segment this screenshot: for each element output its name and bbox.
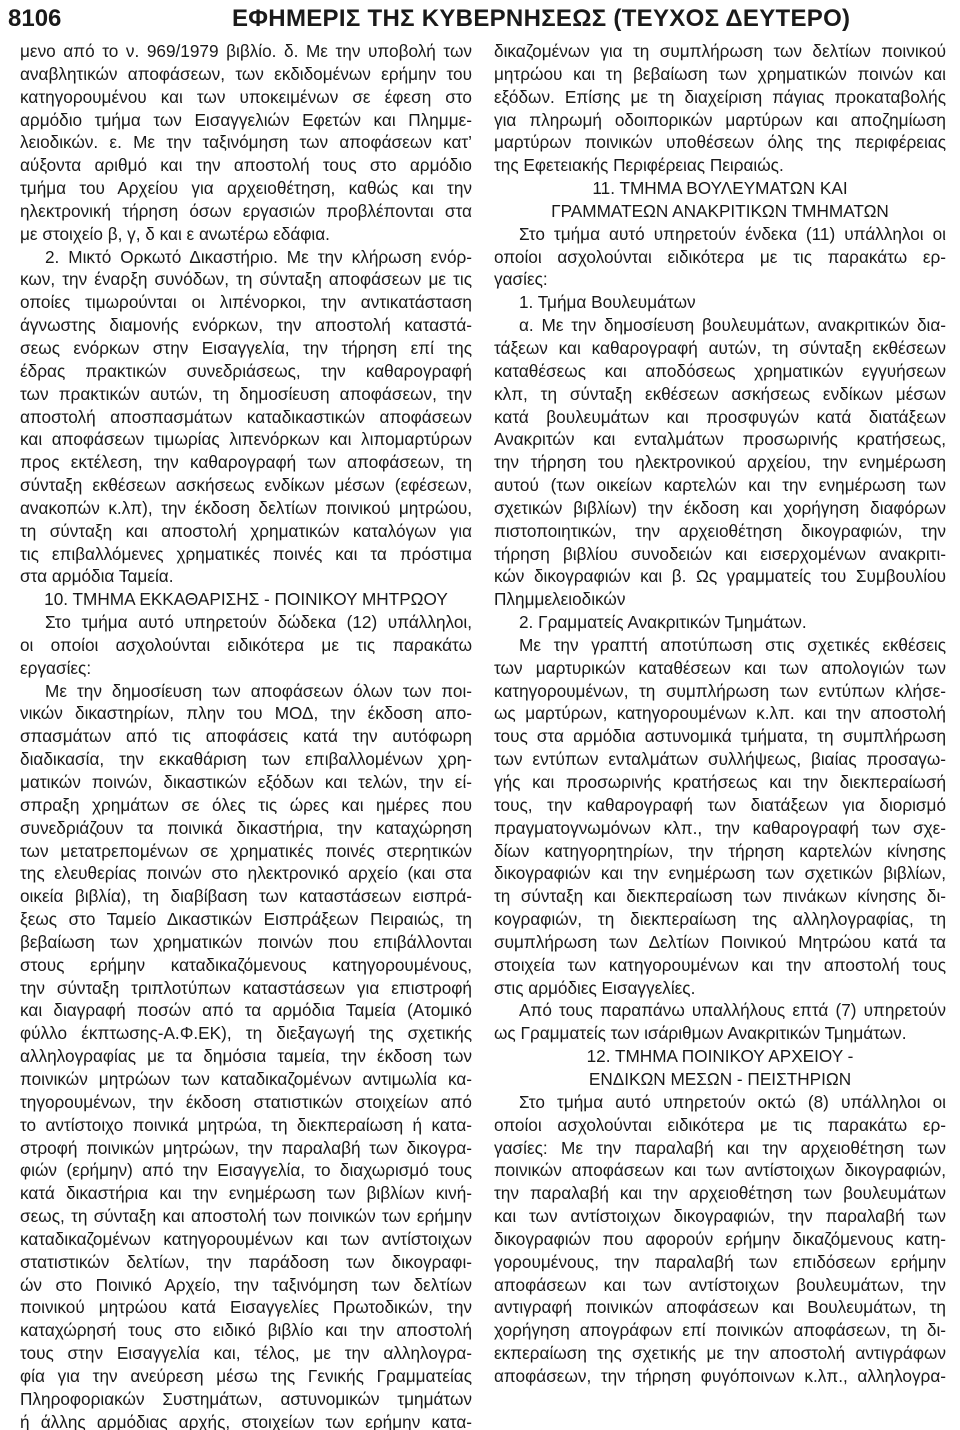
text-line: και διαγραφή ποσών από τα αρμόδια Ταμεία (Ατομικό bbox=[20, 1000, 472, 1021]
text-line: φία για την ανεύρεση μέσω της Γενικής Γραμματείας bbox=[20, 1365, 472, 1386]
text-line: κατηγορουμένων, τη συμπλήρωση των εντύπων κλήσε- bbox=[494, 680, 946, 701]
text-line: οικεία βιβλία), τη διαβίβαση των καταστάσεων εισπρά- bbox=[20, 886, 472, 907]
text-line: καταθέσεως και αποδόσεως χρηματικών εγγυήσεων bbox=[494, 360, 946, 381]
text-line: άγνωστης διαμονής ενόρκων, την αποστολή καταστά- bbox=[20, 315, 472, 336]
text-line: την παραλαβή και την αρχειοθέτηση των βουλευμάτων bbox=[494, 1183, 946, 1204]
text-line: αυτού (των οικείων καρτελών και την ενημέρωση των bbox=[494, 475, 946, 496]
text-line: έδρας πρακτικών συνεδριάσεως, την καθαρογραφή bbox=[20, 360, 472, 381]
paragraph-line: Στο τμήμα αυτό υπηρετούν δώδεκα (12) υπάλληλοι, bbox=[45, 612, 472, 633]
text-line: το αντίστοιχο ποινικά μητρώα, τη διεκπεραίωση ή κατα- bbox=[20, 1114, 472, 1135]
text-line: γής και προσωρινής κρατήσεως και την διεκπεραίωσή bbox=[494, 772, 946, 792]
text-line: κών δικογραφιών και β. Ως γραμματείς του Συμβουλίου bbox=[494, 566, 946, 587]
text-line: στα αρμόδια Ταμεία. bbox=[20, 566, 174, 587]
text-line: κατά δικαστήρια και την ενημέρωση των βιβλίων κινή- bbox=[20, 1183, 472, 1204]
text-line: των μετατρεπομένων σε χρηματικές ποινές στερητικών bbox=[20, 840, 472, 861]
text-line: φιών (ερήμην) από την Εισαγγελία, το διαχωρισμό τους bbox=[20, 1160, 472, 1181]
subsection-heading: 2. Γραμματείς Ανακριτικών Τμημάτων. bbox=[519, 612, 807, 633]
text-line: οποίοι ασχολούνται ειδικότερα με τις παρακάτω ερ- bbox=[494, 246, 946, 267]
text-line: τη σύνταξη και διεκπεραίωση των πινάκων κίνησης δι- bbox=[494, 886, 946, 907]
left-column bbox=[20, 40, 472, 1430]
text-line: της Εφετειακής Περιφέρειας Πειραιώς. bbox=[494, 155, 784, 176]
text-line: δικογραφιών που αφορούν ερήμην δικαζόμενους κατη- bbox=[494, 1228, 946, 1249]
paragraph-line: Με την δημοσίευση των αποφάσεων όλων των ποι- bbox=[45, 680, 472, 701]
section-heading: 10. ΤΜΗΜΑ ΕΚΚΑΘΑΡΙΣΗΣ - ΠΟΙΝΙΚΟΥ ΜΗΤΡΩΟΥ bbox=[44, 589, 448, 610]
text-line: οι οποίοι ασχολούνται ειδικότερα με τις παρακάτω bbox=[20, 634, 472, 655]
text-line: νικών δικαστηρίων, πλην του ΜΟΔ, την έκδοση απο- bbox=[20, 703, 472, 724]
text-line: αποστολή αποσπασμάτων καταδικαστικών αποφάσεων bbox=[20, 406, 472, 427]
text-line: των εντύπων ενταλμάτων συλλήψεως, βιαίας προσαγω- bbox=[494, 749, 946, 770]
text-line: στροφή ποινικών μητρώων, την παραλαβή των δικογρα- bbox=[20, 1137, 472, 1158]
text-line: αλληλογραφίας με τα δημόσια ταμεία, την έκδοση των bbox=[20, 1046, 472, 1067]
text-line: ξεως στο Ταμείο Δικαστικών Εισπράξεων Πειραιώς, τη bbox=[20, 909, 472, 930]
text-line: δικογραφιών και την ενημέρωση των σχετικών βιβλίων, bbox=[494, 863, 946, 884]
text-line: στους ερήμην καταδικαζόμενους κατηγορουμένους, bbox=[20, 954, 472, 975]
text-line: τους στα αρμόδια αστυνομικά τμήματα, τη συμπλήρωση bbox=[494, 726, 946, 747]
text-line: αναβλητικών αποφάσεων, των εκδιδομένων ερήμην του bbox=[20, 63, 472, 84]
text-line: κογραφιών, τη διεκπεραίωση της αλληλογραφίας, τη bbox=[494, 909, 946, 930]
paragraph-line: Στο τμήμα αυτό υπηρετούν οκτώ (8) υπάλληλοι οι bbox=[519, 1091, 946, 1112]
text-line: των μαρτυρικών καταθέσεων και των απολογιών των bbox=[494, 657, 946, 678]
text-line: εργασίες: bbox=[20, 657, 92, 678]
text-line: συνεδριάζουν τα ποινικά δικαστήρια, την καταχώρηση bbox=[20, 817, 472, 838]
text-line: δίων κατηγορητηρίων, την τήρηση καρτελών κίνησης bbox=[494, 840, 946, 861]
text-line: χορήγηση απογράφων επί ποινικών αποφάσεων, τη δι- bbox=[494, 1320, 946, 1341]
paragraph-line: Στο τμήμα αυτό υπηρετούν ένδεκα (11) υπάλληλοι οι bbox=[519, 223, 946, 244]
paragraph-line: Από τους παραπάνω υπαλλήλους επτά (7) υπηρετούν bbox=[519, 1000, 946, 1021]
text-line: ηλεκτρονική τήρηση όσων εργασιών προβλέπονται στα bbox=[20, 200, 472, 221]
text-line: ποινικών αποφάσεων και των αντίστοιχων δικογραφιών, bbox=[494, 1160, 946, 1181]
text-line: αρμόδιο τμήμα των Εισαγγελιών Εφετών και Πλημμε- bbox=[20, 109, 472, 130]
subsection-heading: 1. Τμήμα Βουλευμάτων bbox=[519, 292, 696, 313]
text-line: μενο από το ν. 969/1979 βιβλίο. δ. Με την υποβολή των bbox=[20, 41, 472, 61]
section-heading: 12. ΤΜΗΜΑ ΠΟΙΝΙΚΟΥ ΑΡΧΕΙΟΥ - bbox=[586, 1046, 854, 1067]
text-line: για πληρωμή οδοιπορικών μαρτύρων και αποζημίωση bbox=[494, 109, 946, 130]
text-line: φύλλο έκπτωσης-Α.Φ.ΕΚ), τη διεξαγωγή της σχετικής bbox=[20, 1023, 472, 1044]
text-line: βεβαίωση των χρηματικών ποινών που επιβάλλονται bbox=[20, 931, 472, 952]
text-line: εξόδων. Επίσης με τη διαχείριση πάγιας προκαταβολής bbox=[494, 86, 946, 107]
text-line: ανακοπών κ.λπ), την έκδοση δελτίων ποινικού μητρώου, bbox=[20, 497, 472, 518]
text-line: γορουμένους, την παραλαβή των επιδόσεων ερήμην bbox=[494, 1251, 946, 1272]
text-line: μητρώου και τη βεβαίωση των χρηματικών ποινών και bbox=[494, 63, 946, 84]
text-line: πραγματογνωμόνων κλπ., την καθαρογραφή των σχε- bbox=[494, 817, 946, 838]
text-line: σπραξη χρημάτων σε όλες τις ώρες και ημέρες που bbox=[20, 794, 472, 815]
text-line: αποφάσεων, την τήρηση φυγόποινων κ.λπ., αλληλογρα- bbox=[494, 1365, 946, 1386]
text-line: τηγορουμένων, την έκδοση στατιστικών στοιχείων από bbox=[20, 1091, 472, 1112]
text-line: με στοιχείο β, γ, δ και ε ανωτέρω εδάφια. bbox=[20, 223, 330, 244]
text-line: οποίες τιμωρούνται οι λιπένορκοι, την αντικατάσταση bbox=[20, 292, 472, 313]
paragraph-line: 2. Μικτό Ορκωτό Δικαστήριο. Με την κλήρωση ενόρ- bbox=[45, 246, 472, 267]
text-line: ή άλλης αρμόδιας αρχής, στοιχείων των ερήμην κατα- bbox=[20, 1411, 472, 1430]
text-line: τμήμα του Αρχείου για αρχειοθέτηση, καθώς και την bbox=[20, 178, 472, 199]
text-line: τους στην Εισαγγελία και, τέλος, με την αλληλογρα- bbox=[20, 1343, 472, 1364]
text-line: στοιχεία των κατηγορουμένων και την αποστολή τους bbox=[494, 954, 946, 975]
section-heading: ΕΝΔΙΚΩΝ ΜΕΣΩΝ - ΠΕΙΣΤΗΡΙΩΝ bbox=[588, 1068, 852, 1089]
text-line: την τήρηση του ηλεκτρονικού αρχείου, την ενημέρωση bbox=[494, 452, 946, 473]
section-heading: ΓΡΑΜΜΑΤΕΩΝ ΑΝΑΚΡΙΤΙΚΩΝ ΤΜΗΜΑΤΩΝ bbox=[551, 200, 889, 221]
text-line: σεως ενόρκων στην Εισαγγελία, την τήρηση επί της bbox=[20, 337, 472, 358]
right-column bbox=[494, 40, 946, 1430]
text-line: στις αρμόδιες Εισαγγελίες. bbox=[494, 977, 696, 998]
journal-title: ΕΦΗΜΕΡΙΣ ΤΗΣ ΚΥΒΕΡΝΗΣΕΩΣ (ΤΕΥΧΟΣ ΔΕΥΤΕΡΟ) bbox=[232, 5, 851, 32]
text-line: Πλημμελειοδικών bbox=[494, 589, 626, 610]
paragraph-line: Με την γραπτή αποτύπωση στις σχετικές εκθέσεις bbox=[519, 634, 946, 655]
text-line: και αποφάσεων τιμωρίας λιπενόρκων και λιπομαρτύρων bbox=[20, 429, 472, 450]
text-line: ως μαρτύρων, κατηγορουμένων κ.λπ. και την αποστολή bbox=[494, 703, 946, 724]
text-line: γασίες: Με την παραλαβή και την αρχειοθέτηση των bbox=[494, 1137, 946, 1158]
text-line: Πληροφοριακών Συστημάτων, αστυνομικών τμημάτων bbox=[20, 1388, 472, 1409]
text-line: των πρακτικών αυτών, τη δημοσίευση αποφάσεων, την bbox=[20, 383, 472, 404]
text-line: και των αντίστοιχων δικογραφιών, την παραλαβή των bbox=[494, 1206, 946, 1227]
text-line: σχετικών βιβλίων) την έκδοση και χορήγηση διαφόρων bbox=[494, 497, 946, 518]
text-line: ποινικών μητρώων των καταδικαζομένων αντιμωλία κα- bbox=[20, 1068, 472, 1089]
text-line: τη σύνταξη και αποστολή χρηματικών καταλόγων για bbox=[20, 520, 472, 541]
text-line: καταδικαζομένων κατηγορουμένων και των αντίστοιχων bbox=[20, 1228, 472, 1249]
text-line: καταχώρησή τους στο ειδικό βιβλίο και την αποστολή bbox=[20, 1320, 472, 1341]
text-line: μαρτύρων ποινικών υποθέσεων όλης της περιφέρειας bbox=[494, 132, 946, 153]
section-heading: 11. ΤΜΗΜΑ ΒΟΥΛΕΥΜΑΤΩΝ ΚΑΙ bbox=[592, 178, 848, 199]
text-line: τάξεων και καθαρογραφή αυτών, τη σύνταξη εκθέσεων bbox=[494, 337, 946, 358]
text-line: σεως, τη σύνταξη και αποστολή των ποινικών των ερήμην bbox=[20, 1206, 472, 1227]
text-line: εκπεραίωση της σχετικής με την αποστολή αντιγράφων bbox=[494, 1343, 946, 1364]
text-line: την σύνταξη τριπλοτύπων καταστάσεων για επιστροφή bbox=[20, 977, 472, 998]
paragraph-line: α. Με την δημοσίευση βουλευμάτων, ανακριτικών δια- bbox=[519, 315, 946, 336]
text-line: αύξοντα αριθμό και την αποστολή τους στο αρμόδιο bbox=[20, 155, 472, 176]
text-line: γασίες: bbox=[494, 269, 548, 290]
text-line: της ελευθερίας ποινών στο ηλεκτρονικό αρχείο (και στα bbox=[20, 863, 472, 884]
text-line: τις επιβαλλόμενες χρηματικές ποινές και τα πρόστιμα bbox=[20, 543, 472, 564]
text-line: ών στο Ποινικό Αρχείο, την ταξινόμηση των δελτίων bbox=[20, 1274, 472, 1295]
text-line: κων, την έναρξη συνόδων, τη σύνταξη αποφάσεων με τις bbox=[20, 269, 472, 290]
text-line: προς εκτέλεση, την καθαρογραφή των αποφάσεων, τη bbox=[20, 452, 472, 473]
text-line: στατιστικών δελτίων, την παράδοση των δικογραφι- bbox=[20, 1251, 472, 1272]
page-number: 8106 bbox=[8, 5, 62, 32]
text-line: οποίοι ασχολούνται ειδικότερα με τις παρακάτω ερ- bbox=[494, 1114, 946, 1135]
text-line: κλπ, τη σύνταξη εκθέσεων ασκήσεως ενδίκων μέσων bbox=[494, 383, 946, 404]
text-line: σπασμάτων από τις αποφάσεις κατά την αυτόφωρη bbox=[20, 726, 472, 747]
text-line: ποινικού μητρώου κατά Εισαγγελίες Πρωτοδικών, την bbox=[20, 1297, 472, 1318]
text-line: πιστοποιητικών, την αρχειοθέτηση δικογραφιών, την bbox=[494, 520, 946, 541]
text-line: δικαζομένων για τη συμπλήρωση των δελτίων ποινικού bbox=[494, 41, 946, 61]
text-line: κατά βουλευμάτων και προσφυγών κατά διατάξεων bbox=[494, 406, 946, 427]
page-header bbox=[0, 0, 960, 40]
text-line: ματικών ποινών, δικαστικών εξόδων και τελών, την εί- bbox=[20, 772, 472, 792]
text-line: τους, την καθαρογραφή των διατάξεων για διορισμό bbox=[494, 794, 946, 815]
text-line: αντιγραφή ποινικών αποφάσεων και Βουλευμάτων, τη bbox=[494, 1297, 946, 1318]
text-line: Ανακριτών και ενταλμάτων προσωρινής κρατήσεως, bbox=[494, 429, 946, 450]
text-line: ως Γραμματείς των ισάριθμων Ανακριτικών Τμημάτων. bbox=[494, 1023, 907, 1044]
text-line: κατηγορουμένου και των υποκειμένων σε έφεση στο bbox=[20, 86, 472, 107]
text-line: αποφάσεων και των αντίστοιχων βουλευμάτων, την bbox=[494, 1274, 946, 1295]
text-line: λειοδικών. ε. Με την ταξινόμηση των αποφάσεων κατ’ bbox=[20, 132, 472, 153]
text-line: τήρηση βιβλίου συνοδειών και εισερχομένων ανακριτι- bbox=[494, 543, 946, 564]
text-line: σύνταξη εκθέσεων ασκήσεως ενδίκων μέσων (εφέσεων, bbox=[20, 475, 472, 496]
text-line: συμπλήρωση των Δελτίων Ποινικού Μητρώου κατά τα bbox=[494, 931, 946, 952]
text-line: διαδικασία, την εκκαθάριση των επιβαλλομένων χρη- bbox=[20, 749, 472, 770]
